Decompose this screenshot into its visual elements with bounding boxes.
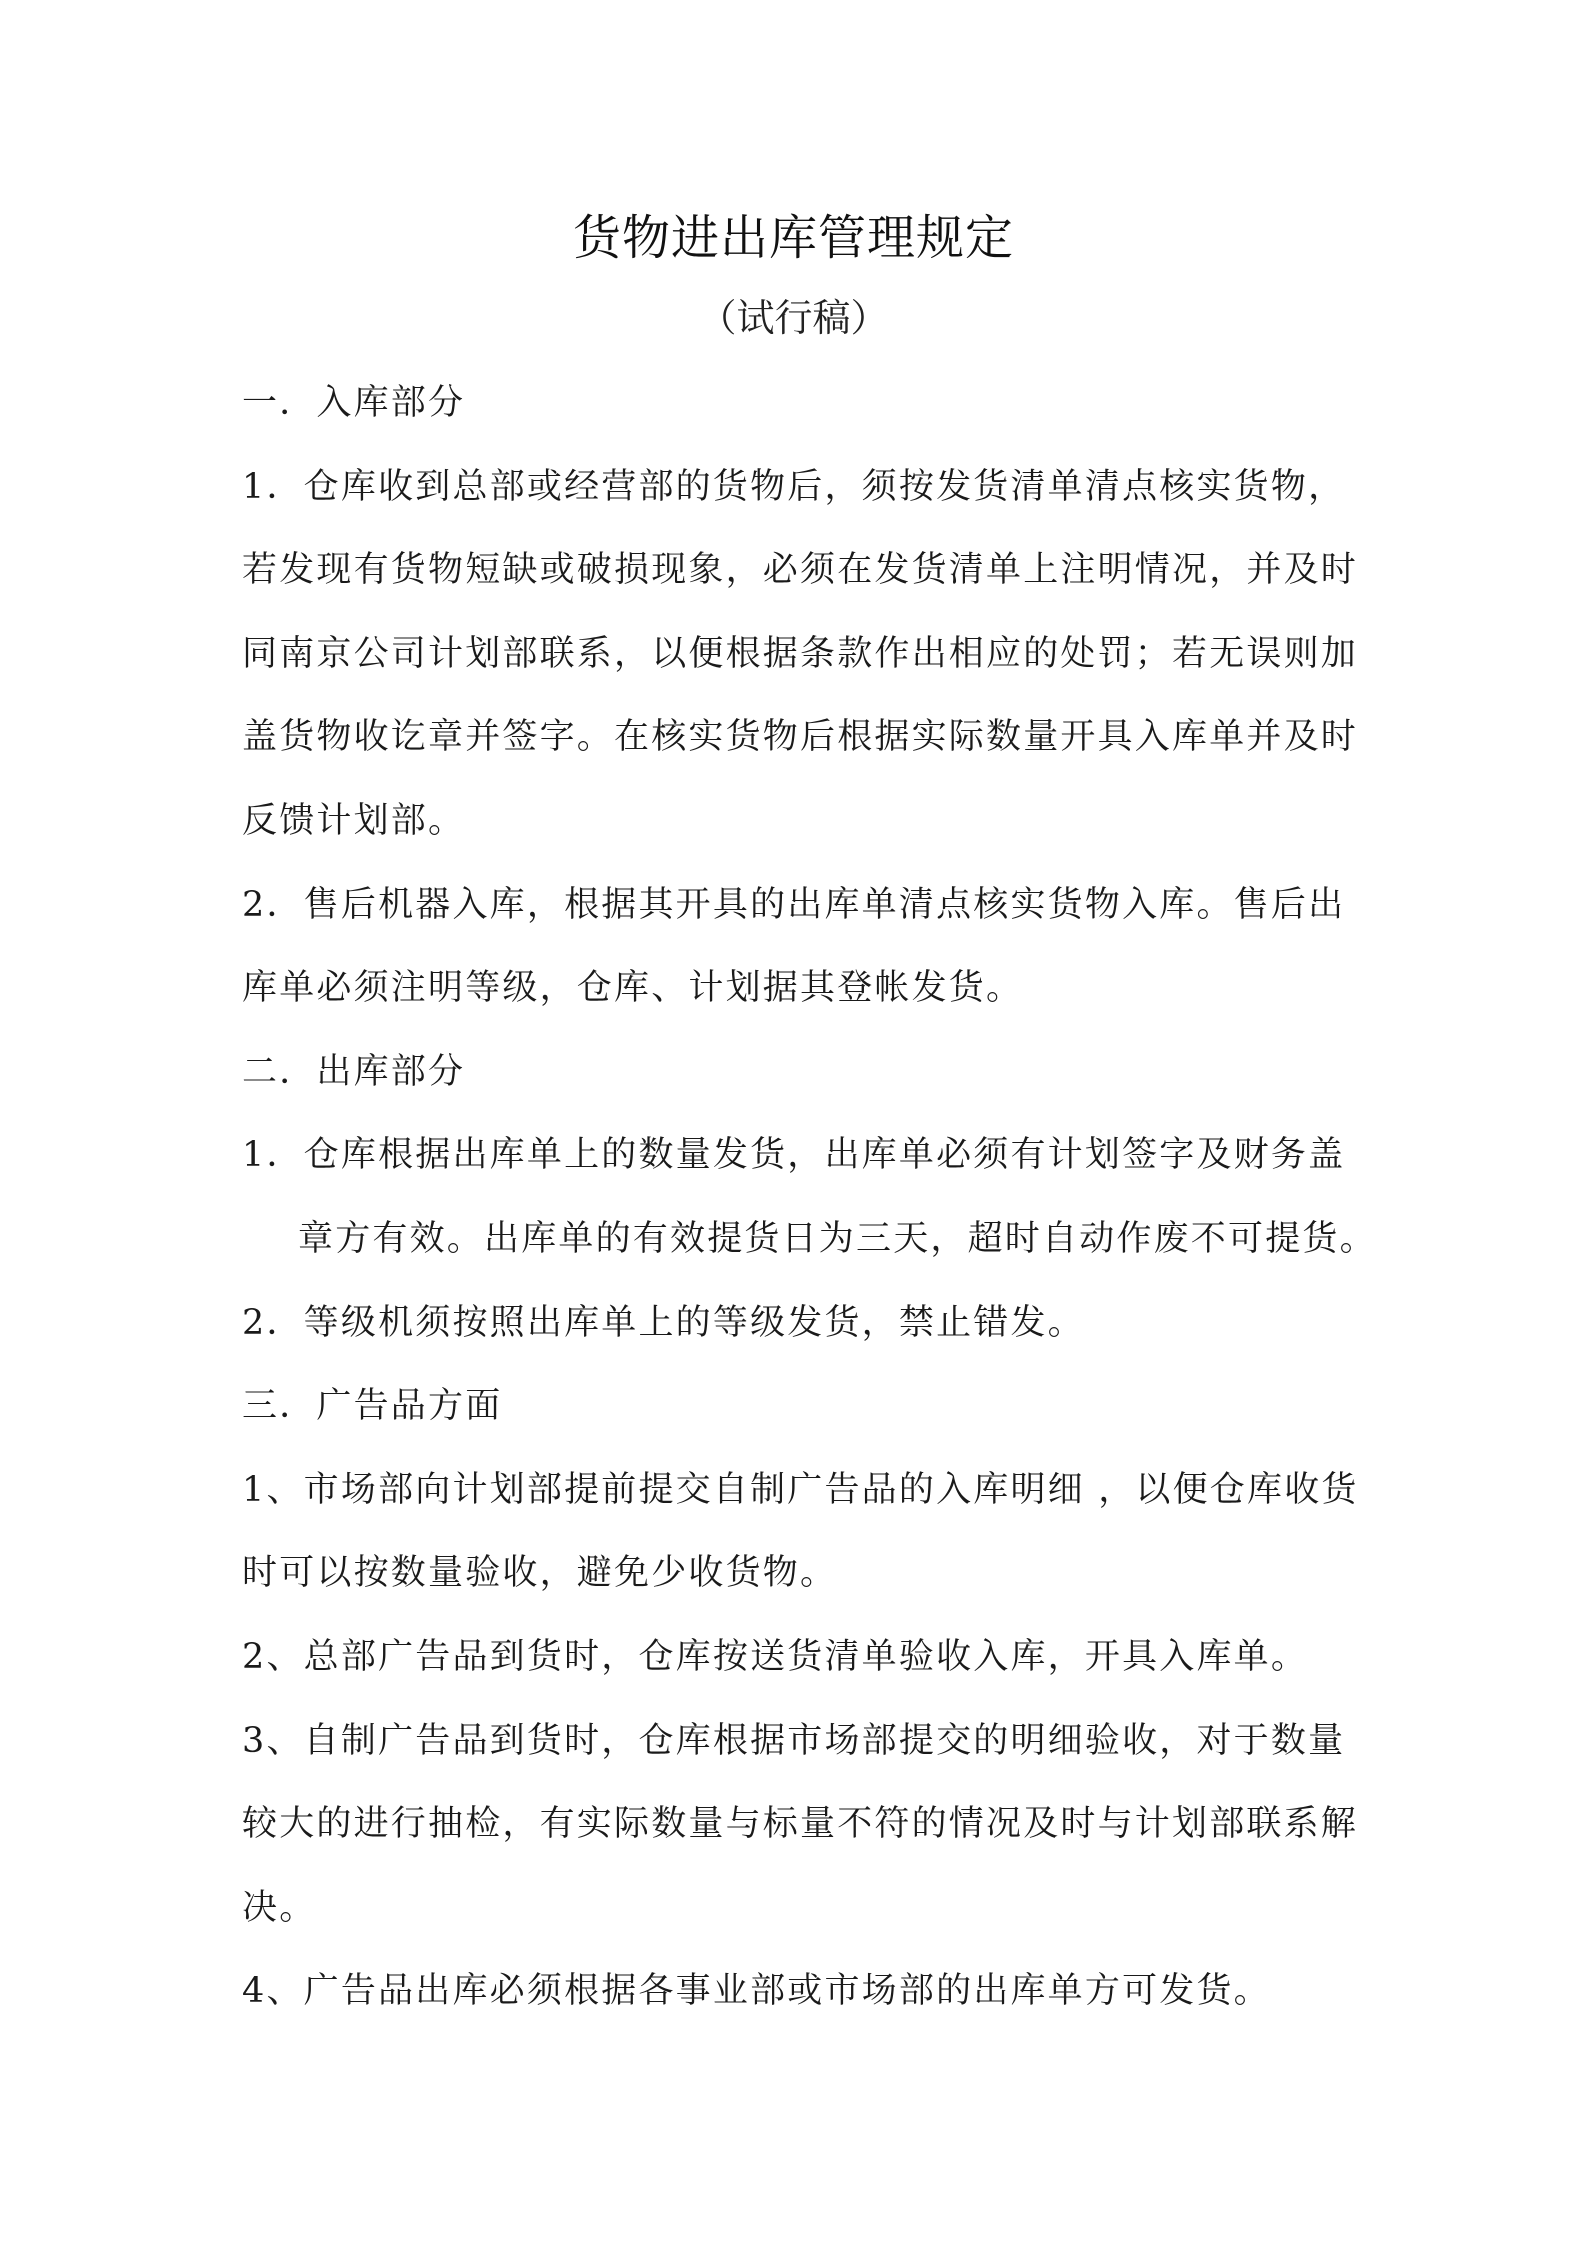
paragraph-line: 较大的进行抽检，有实际数量与标量不符的情况及时与计划部联系解 bbox=[242, 1804, 1359, 1845]
paragraph-line: 2、总部广告品到货时，仓库按送货清单验收入库，开具入库单。 bbox=[242, 1636, 1309, 1677]
paragraph-line: 1．仓库收到总部或经营部的货物后，须按发货清单清点核实货物， bbox=[242, 466, 1346, 507]
section-heading-outbound: 二．出库部分 bbox=[242, 1051, 466, 1092]
paragraph-line: 2．等级机须按照出库单上的等级发货，禁止错发。 bbox=[242, 1302, 1085, 1343]
paragraph-line: 同南京公司计划部联系，以便根据条款作出相应的处罚；若无误则加 bbox=[242, 633, 1359, 674]
paragraph-line: 2．售后机器入库，根据其开具的出库单清点核实货物入库。售后出 bbox=[242, 884, 1346, 925]
paragraph-line-indented: 章方有效。出库单的有效提货日为三天，超时自动作废不可提货。 bbox=[298, 1218, 1377, 1259]
paragraph-line: 库单必须注明等级，仓库、计划据其登帐发货。 bbox=[242, 968, 1024, 1009]
paragraph-line: 时可以按数量验收，避免少收货物。 bbox=[242, 1553, 838, 1594]
paragraph-line: 3、自制广告品到货时，仓库根据市场部提交的明细验收，对于数量 bbox=[242, 1720, 1346, 1761]
document-subtitle: （试行稿） bbox=[698, 296, 889, 340]
paragraph-line: 若发现有货物短缺或破损现象，必须在发货清单上注明情况，并及时 bbox=[242, 550, 1359, 591]
paragraph-line: 1、市场部向计划部提前提交自制广告品的入库明细 ，以便仓库收货 bbox=[242, 1469, 1359, 1510]
paragraph-line: 4、广告品出库必须根据各事业部或市场部的出库单方可发货。 bbox=[242, 1971, 1271, 2012]
paragraph-line: 反馈计划部。 bbox=[242, 800, 466, 841]
paragraph-line: 1．仓库根据出库单上的数量发货，出库单必须有计划签字及财务盖 bbox=[242, 1135, 1346, 1176]
paragraph-line: 盖货物收讫章并签字。在核实货物后根据实际数量开具入库单并及时 bbox=[242, 717, 1359, 758]
section-heading-inbound: 一．入库部分 bbox=[242, 383, 466, 423]
paragraph-line: 决。 bbox=[242, 1887, 317, 1928]
section-heading-advertising: 三．广告品方面 bbox=[242, 1386, 503, 1427]
document-body bbox=[242, 380, 1377, 2052]
document-title: 货物进出库管理规定 bbox=[572, 210, 1014, 266]
